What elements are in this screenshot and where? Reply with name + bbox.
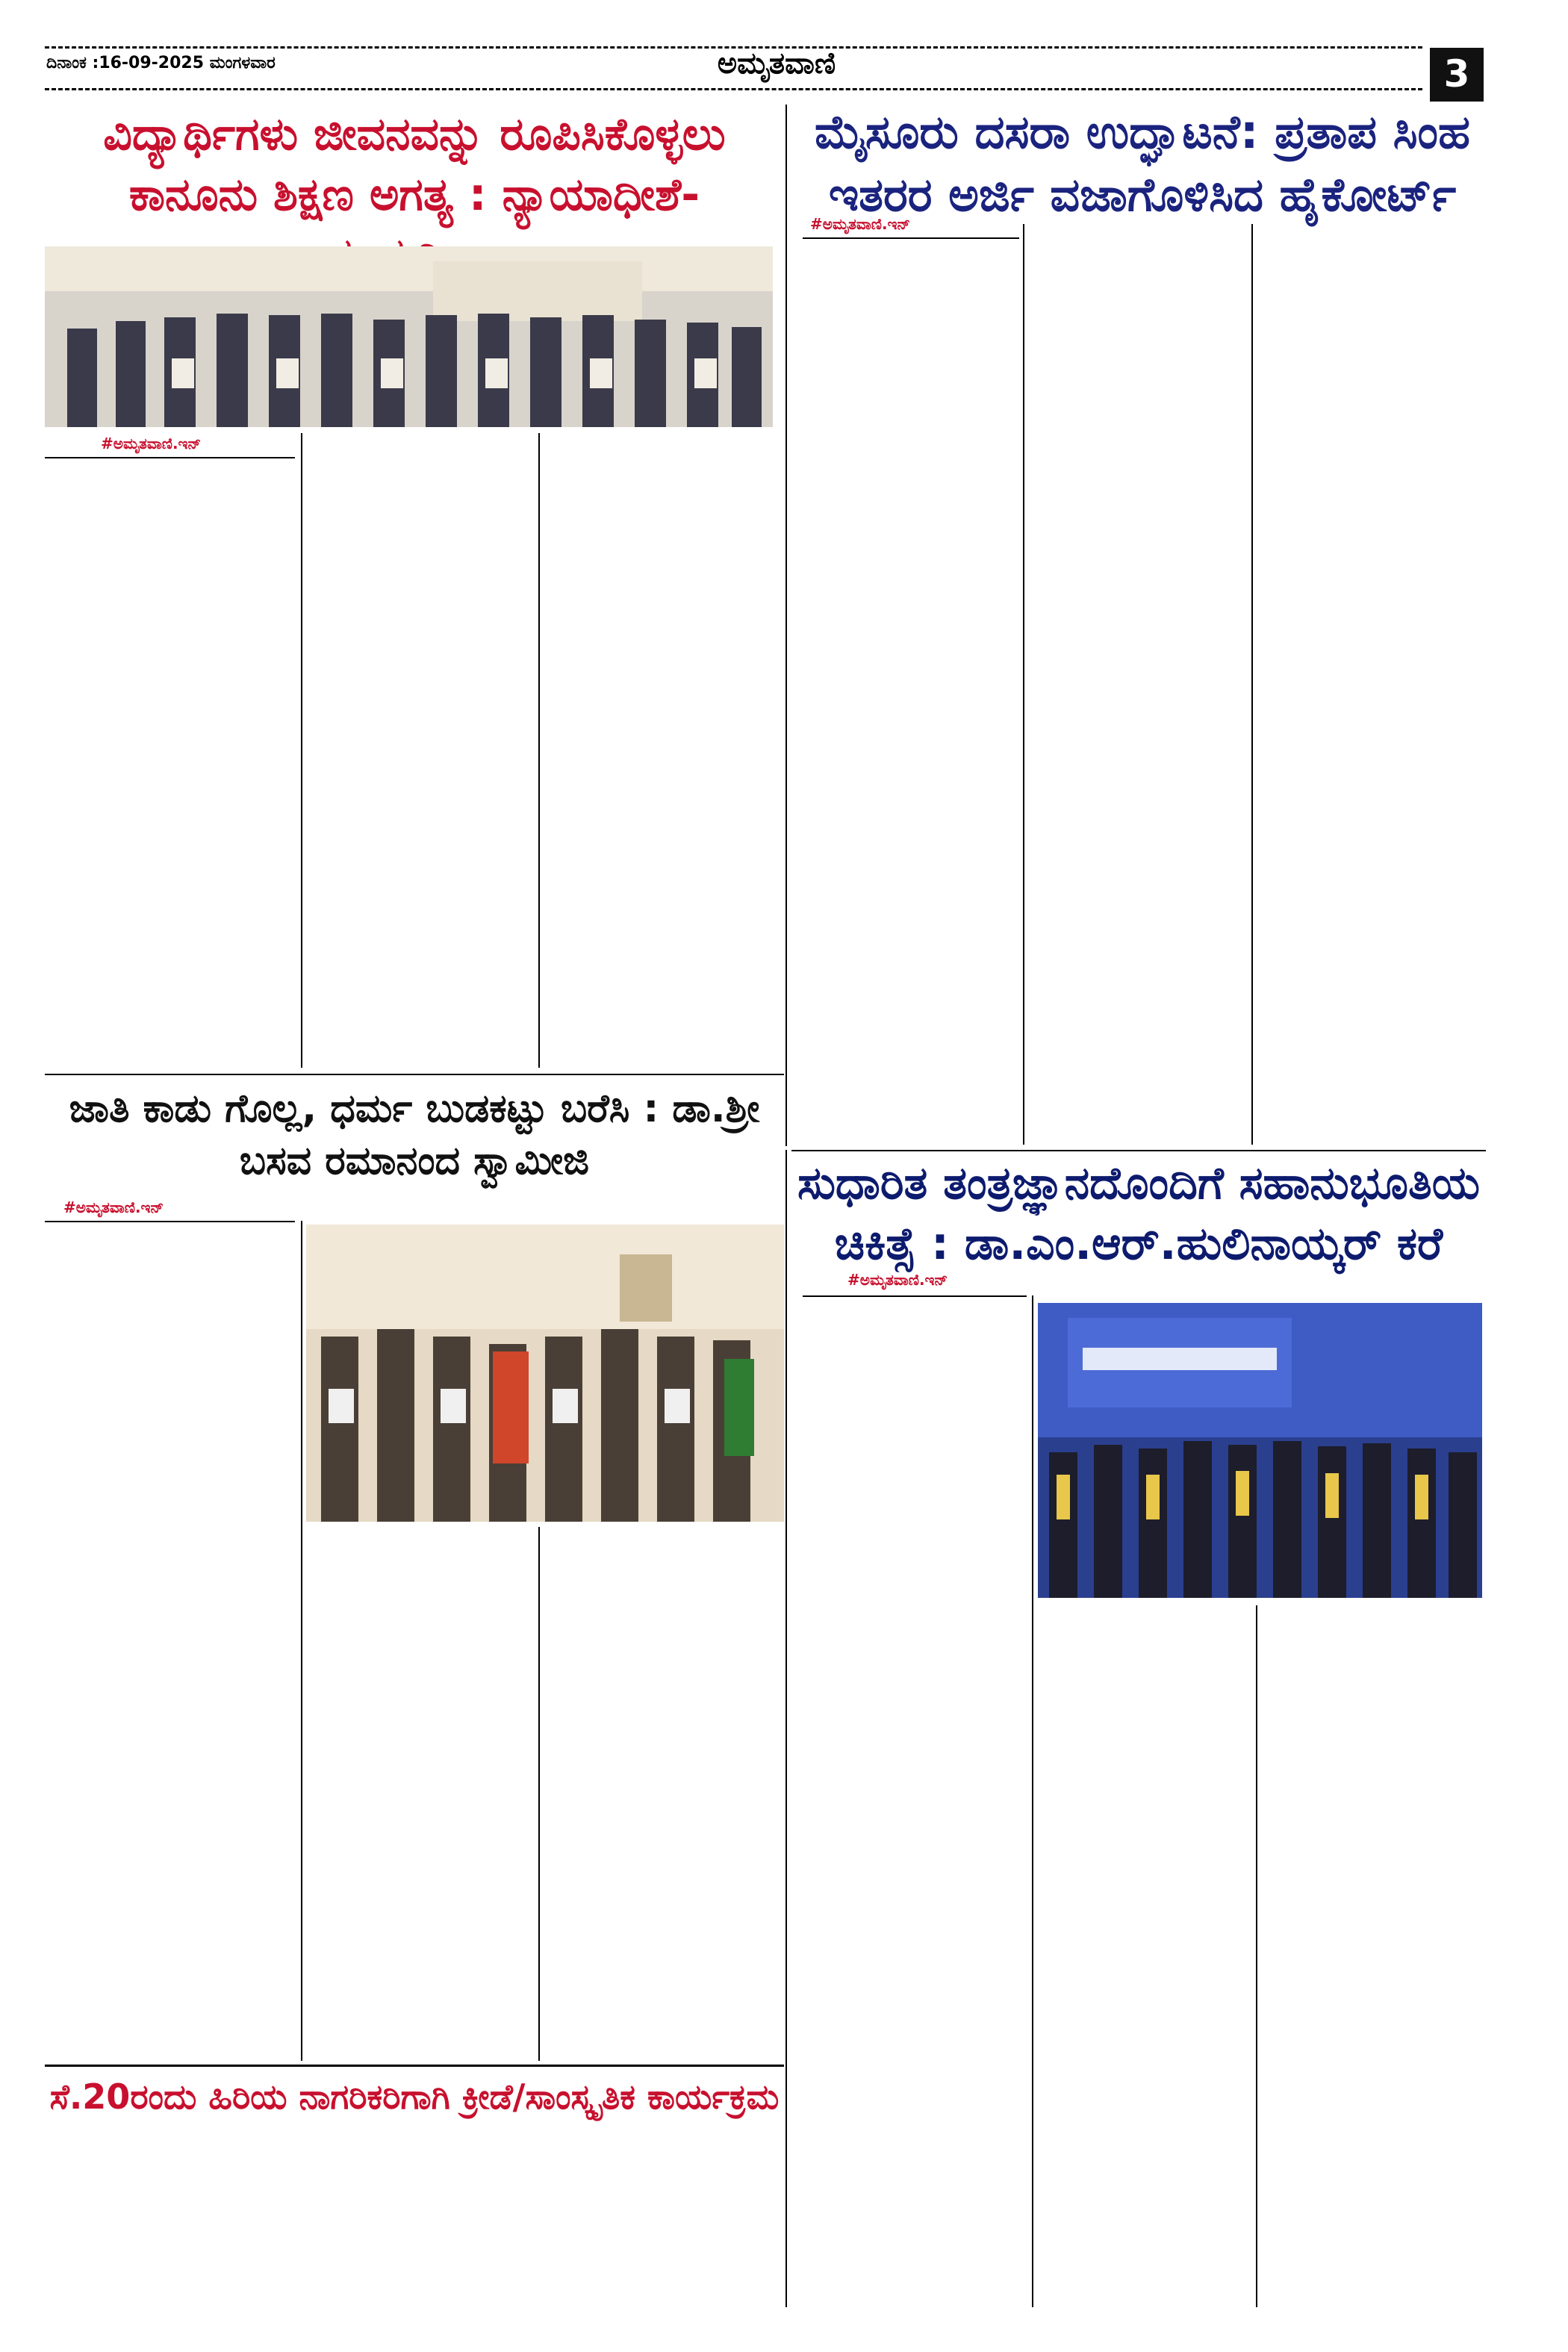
story-4-headline: ಸುಧಾರಿತ ತಂತ್ರಜ್ಞಾನದೊಂದಿಗೆ ಸಹಾನುಭೂತಿಯ ಚಿಕಿತ್ಸೆ : ಡಾ.ಎಂ.ಆರ್.ಹುಲಿನಾಯ್ಕರ್ ಕರೆ (797, 1157, 1481, 1270)
column-rule (301, 1221, 302, 2061)
story-3-column-3 (545, 1527, 777, 2061)
section-rule (791, 1150, 1486, 1151)
column-rule (1032, 1295, 1033, 2307)
story-1-photo (45, 246, 773, 427)
column-rule (538, 433, 540, 1068)
column-rule (538, 1527, 540, 2061)
story-1-photo-illustration (45, 246, 773, 427)
story-2-column-2 (1030, 224, 1247, 1145)
story-1-column-2 (308, 433, 532, 1068)
story-4-column-2 (1038, 1605, 1251, 2307)
story-4-photo (1038, 1303, 1482, 1598)
masthead-title: ಅಮೃತವಾಣಿ (717, 46, 836, 81)
story-3-headline: ಜಾತಿ ಕಾಡು ಗೊಲ್ಲ, ಧರ್ಮ ಬುಡಕಟ್ಟು ಬರೆಸಿ : ಡಾ.ಶ್ರೀ ಬಸವ ರಮಾನಂದ ಸ್ವಾಮೀಜಿ (69, 1086, 760, 1184)
story-3-column-1 (45, 1221, 295, 2061)
story-4-column-1 (803, 1295, 1027, 2031)
story-3-byline: #ಅಮೃತವಾಣಿ.ಇನ್ (63, 1198, 164, 1216)
column-rule (1023, 224, 1024, 1145)
story-3-photo-illustration (306, 1225, 784, 1522)
story-2-column-3 (1258, 224, 1482, 1145)
page-number-badge: 3 (1430, 48, 1484, 102)
column-rule (1251, 224, 1253, 1145)
section-rule (785, 105, 787, 1146)
story-2-byline: #ಅಮೃತವಾಣಿ.ಇನ್ (810, 215, 911, 233)
story-3-photo (306, 1225, 784, 1522)
column-rule (1256, 1605, 1257, 2307)
story-2-headline: ಮೈಸೂರು ದಸರಾ ಉದ್ಘಾಟನೆ: ಪ್ರತಾಪ ಸಿಂಹ ಇತರರ ಅರ್ಜಿ ವಜಾಗೊಳಿಸಿದ ಹೈಕೋರ್ಟ್ (815, 105, 1470, 222)
story-4-column-3 (1262, 1605, 1482, 2307)
story-1-headline: ವಿದ್ಯಾರ್ಥಿಗಳು ಜೀವನವನ್ನು ರೂಪಿಸಿಕೊಳ್ಳಲು ಕಾನೂನು ಶಿಕ್ಷಣ ಅಗತ್ಯ : ನ್ಯಾಯಾಧೀಶೆ- (103, 108, 726, 221)
story-4-byline: #ಅಮೃತವಾಣಿ.ಇನ್ (847, 1271, 948, 1289)
story-5-headline: ಸೆ.20ರಂದು ಹಿರಿಯ ನಾಗರಿಕರಿಗಾಗಿ ಕ್ರೀಡೆ/ಸಾಂಸ್ಕೃತಿಕ ಕಾರ್ಯಕ್ರಮ (45, 2065, 784, 2132)
story-1-column-3 (545, 433, 777, 1068)
story-1-column-1 (45, 457, 295, 1068)
story-1-byline: #ಅಮೃತವಾಣಿ.ಇನ್ (101, 435, 202, 452)
section-rule (45, 1074, 784, 1075)
header-bottom-rule (45, 88, 1422, 90)
story-3-column-2 (306, 1527, 530, 2061)
story-2-column-1 (803, 237, 1019, 1145)
story-5-body (45, 2135, 784, 2307)
section-rule (785, 1150, 787, 2307)
story-4-photo-illustration (1038, 1303, 1482, 1598)
issue-date: ದಿನಾಂಕ :16-09-2025 ಮಂಗಳವಾರ (46, 54, 276, 72)
column-rule (301, 433, 302, 1068)
